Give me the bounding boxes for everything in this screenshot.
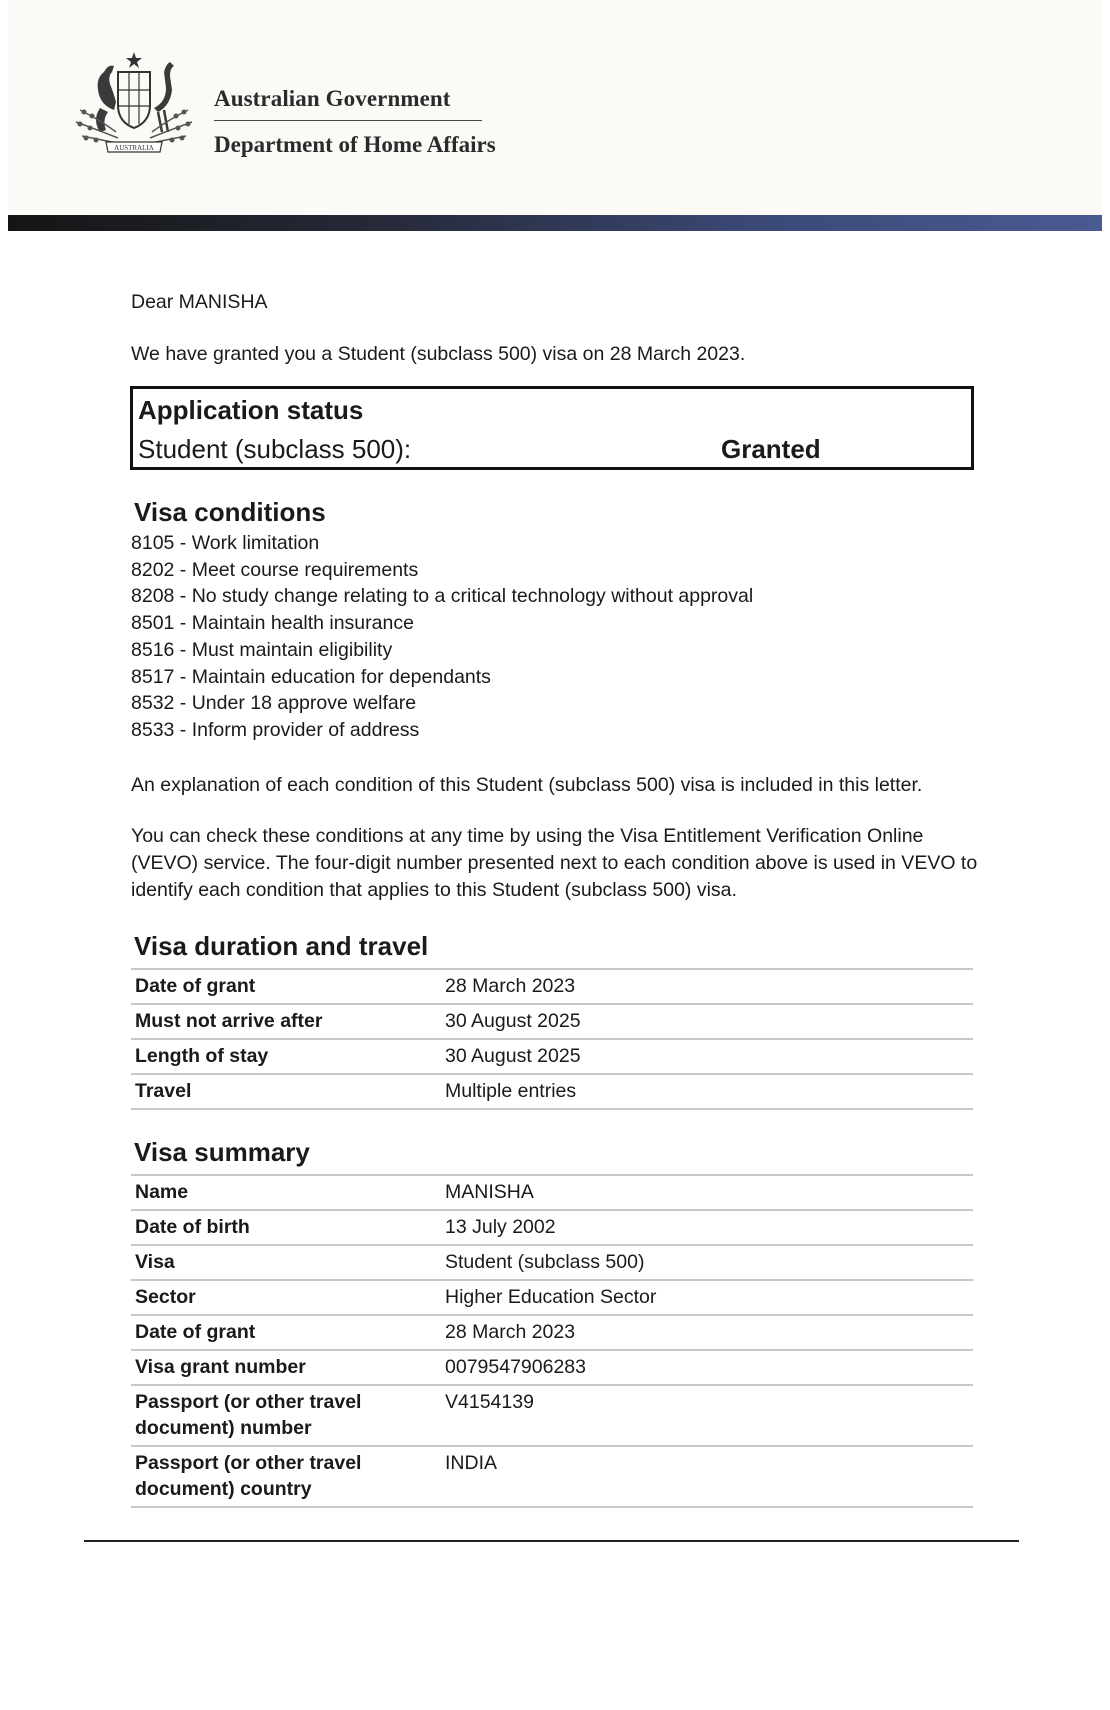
summary-table xyxy=(131,1174,973,1508)
header-divider xyxy=(214,120,482,121)
conditions-title: Visa conditions xyxy=(134,497,326,527)
row-label: Must not arrive after xyxy=(131,1004,441,1039)
duration-table xyxy=(131,968,973,1110)
row-label: Date of birth xyxy=(131,1210,441,1245)
row-label: Date of grant xyxy=(131,969,441,1004)
greeting: Dear MANISHA xyxy=(131,291,268,313)
application-status-box xyxy=(130,386,974,470)
crest-motto: AUSTRALIA xyxy=(114,144,154,152)
condition-item: 8532 - Under 18 approve welfare xyxy=(131,692,417,715)
table-row xyxy=(131,1039,973,1074)
intro-text: We have granted you a Student (subclass 500) visa on 28 March 2023. xyxy=(131,343,746,365)
row-label: Visa grant number xyxy=(131,1350,441,1385)
condition-item: 8533 - Inform provider of address xyxy=(131,718,420,741)
table-row xyxy=(131,1245,973,1280)
row-value: Higher Education Sector xyxy=(441,1280,973,1315)
status-label: Student (subclass 500): xyxy=(138,434,412,464)
row-value: 30 August 2025 xyxy=(441,1039,973,1074)
condition-item: 8208 - No study change relating to a critical technology without approval xyxy=(131,585,754,608)
vevo-text: You can check these conditions at any time by using the Visa Entitlement Verification Online (VEVO) service. The four-digit number presented next to each condition above is used in VEVO to identify each condition that applies to this Student (subclass 500) visa. xyxy=(131,825,978,901)
conditions-list xyxy=(131,530,753,744)
row-value: 0079547906283 xyxy=(441,1350,973,1385)
row-value: Multiple entries xyxy=(441,1074,973,1109)
department-name: Department of Home Affairs xyxy=(214,132,496,157)
table-row xyxy=(131,969,973,1004)
header-band xyxy=(8,215,1102,231)
row-label: Name xyxy=(131,1175,441,1210)
table-row xyxy=(131,1350,973,1385)
row-value: 28 March 2023 xyxy=(441,1315,973,1350)
footer-divider xyxy=(84,1540,1019,1542)
row-label: Date of grant xyxy=(131,1315,441,1350)
row-value: V4154139 xyxy=(441,1385,973,1446)
status-value: Granted xyxy=(721,434,821,464)
coat-of-arms-icon xyxy=(70,50,198,160)
letterhead xyxy=(8,0,1102,215)
row-value: Student (subclass 500) xyxy=(441,1245,973,1280)
row-value: 30 August 2025 xyxy=(441,1004,973,1039)
row-label: Passport (or other travel document) number xyxy=(131,1385,441,1446)
row-value: 13 July 2002 xyxy=(441,1210,973,1245)
condition-item: 8105 - Work limitation xyxy=(131,532,320,554)
row-label: Visa xyxy=(131,1245,441,1280)
table-row xyxy=(131,1446,973,1507)
condition-item: 8202 - Meet course requirements xyxy=(131,558,419,581)
table-row xyxy=(131,1385,973,1446)
condition-item: 8501 - Maintain health insurance xyxy=(131,612,414,635)
row-label: Length of stay xyxy=(131,1039,441,1074)
row-value: INDIA xyxy=(441,1446,973,1507)
table-row xyxy=(131,1280,973,1315)
table-row xyxy=(131,1074,973,1109)
status-title: Application status xyxy=(138,395,364,425)
table-row xyxy=(131,1210,973,1245)
explanation-text: An explanation of each condition of this Student (subclass 500) visa is included in this letter. xyxy=(131,774,923,796)
duration-title: Visa duration and travel xyxy=(134,931,429,961)
summary-title: Visa summary xyxy=(134,1137,310,1167)
government-name: Australian Government xyxy=(214,86,451,111)
table-row xyxy=(131,1175,973,1210)
row-label: Sector xyxy=(131,1280,441,1315)
row-value: 28 March 2023 xyxy=(441,969,973,1004)
row-value: MANISHA xyxy=(441,1175,973,1210)
table-row xyxy=(131,1315,973,1350)
condition-item: 8517 - Maintain education for dependants xyxy=(131,665,491,688)
row-label: Passport (or other travel document) country xyxy=(131,1446,441,1507)
table-row xyxy=(131,1004,973,1039)
condition-item: 8516 - Must maintain eligibility xyxy=(131,638,393,661)
row-label: Travel xyxy=(131,1074,441,1109)
